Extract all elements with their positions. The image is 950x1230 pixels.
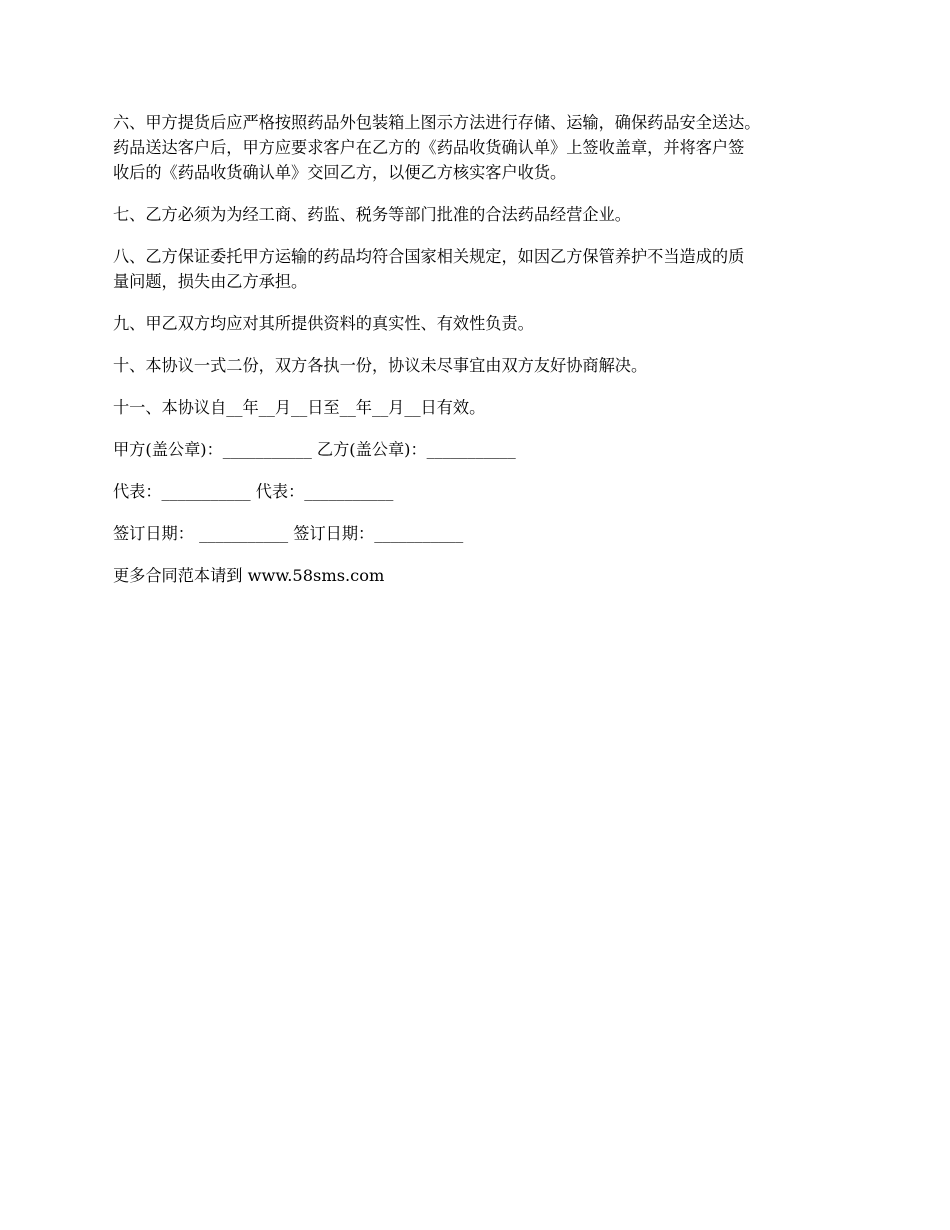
signature-parties-line: [113, 437, 858, 462]
document-body: [113, 110, 858, 588]
clause-11: [113, 395, 858, 420]
footer-promo-text: [113, 563, 858, 588]
signature-representatives-line: [113, 479, 858, 504]
signature-representatives-text: 代表：___________ 代表：___________: [113, 482, 394, 501]
clause-6: [113, 110, 858, 185]
signature-dates-text: 签订日期： ___________ 签订日期：___________: [113, 524, 464, 543]
signature-parties-text: 甲方(盖公章)：___________ 乙方(盖公章)：___________: [113, 440, 516, 459]
clause-10: [113, 353, 858, 378]
footer-promo-link: 更多合同范本请到 www.58sms.com: [113, 566, 385, 585]
clause-8: [113, 244, 858, 294]
clause-10-line-1: 十、本协议一式二份，双方各执一份，协议未尽事宜由双方友好协商解决。: [113, 356, 648, 375]
clause-6-line-3: 收后的《药品收货确认单》交回乙方，以便乙方核实客户收货。: [113, 163, 567, 182]
clause-6-line-2: 药品送达客户后，甲方应要求客户在乙方的《药品收货确认单》上签收盖章，并将客户签: [113, 138, 745, 157]
clause-6-line-1: 六、甲方提货后应严格按照药品外包装箱上图示方法进行存储、运输，确保药品安全送达。: [113, 113, 761, 132]
clause-7-line-1: 七、乙方必须为为经工商、药监、税务等部门批准的合法药品经营企业。: [113, 205, 631, 224]
clause-9: [113, 311, 858, 336]
clause-11-line-1: 十一、本协议自__年__月__日至__年__月__日有效。: [113, 398, 486, 417]
signature-dates-line: [113, 521, 858, 546]
clause-8-line-1: 八、乙方保证委托甲方运输的药品均符合国家相关规定，如因乙方保管养护不当造成的质: [113, 247, 745, 266]
clause-7: [113, 202, 858, 227]
clause-8-line-2: 量问题，损失由乙方承担。: [113, 272, 308, 291]
clause-9-line-1: 九、甲乙双方均应对其所提供资料的真实性、有效性负责。: [113, 314, 534, 333]
